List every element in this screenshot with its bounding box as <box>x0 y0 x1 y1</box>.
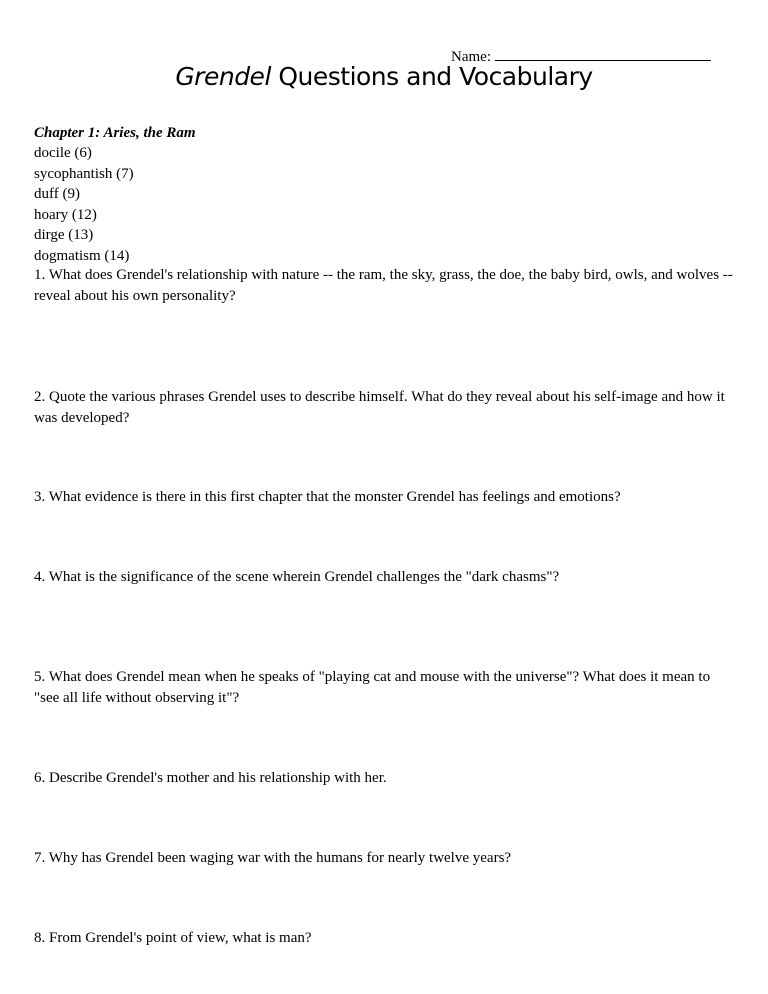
vocab-item: docile (6) <box>34 145 92 161</box>
title-rest: Questions and Vocabulary <box>270 62 593 91</box>
page-title <box>0 62 768 91</box>
vocab-item: dirge (13) <box>34 227 94 243</box>
title-italic: Grendel <box>175 62 271 91</box>
question-3: 3. What evidence is there in this first chapter that the monster Grendel has feelings and emotions? <box>34 489 621 505</box>
question-6: 6. Describe Grendel's mother and his relationship with her. <box>34 770 387 786</box>
question-2: 2. Quote the various phrases Grendel uses to describe himself. What do they reveal about his self-image and how it was developed? <box>34 389 725 426</box>
question-5: 5. What does Grendel mean when he speaks of "playing cat and mouse with the universe"? What does it mean to "see all life without observing it"? <box>34 669 711 706</box>
name-label: Name: <box>451 49 491 65</box>
chapter-heading: Chapter 1: Aries, the Ram <box>34 125 196 141</box>
question-7: 7. Why has Grendel been waging war with the humans for nearly twelve years? <box>34 850 512 866</box>
vocab-item: duff (9) <box>34 186 80 202</box>
question-1: 1. What does Grendel's relationship with nature -- the ram, the sky, grass, the doe, the baby bird, owls, and wolves -- reveal about his own personality? <box>34 267 733 304</box>
vocab-item: dogmatism (14) <box>34 247 130 264</box>
question-4: 4. What is the significance of the scene wherein Grendel challenges the "dark chasms"? <box>34 569 560 585</box>
name-blank-line[interactable] <box>495 46 711 61</box>
question-8: 8. From Grendel's point of view, what is man? <box>34 930 312 946</box>
vocab-item: sycophantish (7) <box>34 165 134 182</box>
vocab-item: hoary (12) <box>34 206 97 223</box>
